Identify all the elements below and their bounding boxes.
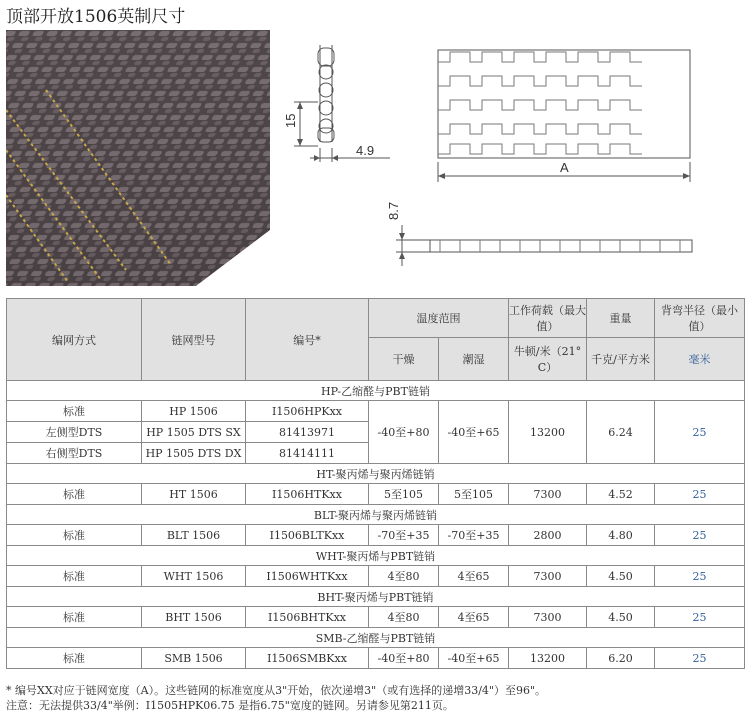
method-cell: 标准 <box>7 525 142 546</box>
weight-cell: 6.20 <box>587 648 655 669</box>
table-row <box>7 484 745 505</box>
section-title: WHT-聚丙烯与PBT链销 <box>7 546 745 566</box>
table-row <box>7 648 745 669</box>
section-title: BHT-聚丙烯与PBT链销 <box>7 587 745 607</box>
method-cell: 标准 <box>7 566 142 587</box>
weight-cell: 4.52 <box>587 484 655 505</box>
code-cell: I1506BHTKxx <box>246 607 369 628</box>
radius-cell: 25 <box>655 484 745 505</box>
dry-temp-cell: -70至+35 <box>369 525 439 546</box>
wet-temp-cell: 4至65 <box>439 607 509 628</box>
wet-temp-cell: 4至65 <box>439 566 509 587</box>
header-weight-unit: 千克/平方米 <box>587 338 655 381</box>
dry-temp-cell: 4至80 <box>369 607 439 628</box>
radius-cell: 25 <box>655 566 745 587</box>
weight-cell: 4.50 <box>587 607 655 628</box>
header-temp-wet: 潮湿 <box>439 338 509 381</box>
load-cell: 7300 <box>509 484 587 505</box>
model-cell: WHT 1506 <box>142 566 246 587</box>
load-cell: 13200 <box>509 648 587 669</box>
belt-photo <box>6 30 270 286</box>
table-row <box>7 525 745 546</box>
load-cell: 7300 <box>509 607 587 628</box>
code-cell: I1506BLTKxx <box>246 525 369 546</box>
model-cell: BHT 1506 <box>142 607 246 628</box>
method-cell: 右侧型DTS <box>7 443 142 464</box>
load-cell: 7300 <box>509 566 587 587</box>
dry-temp-cell: -40至+80 <box>369 648 439 669</box>
wet-temp-cell: -40至+65 <box>439 648 509 669</box>
wet-temp-cell: -40至+65 <box>439 401 509 464</box>
header-weight: 重量 <box>587 299 655 338</box>
method-cell: 标准 <box>7 484 142 505</box>
footnotes <box>6 683 546 713</box>
header-temp: 温度范围 <box>369 299 509 338</box>
dry-temp-cell: 4至80 <box>369 566 439 587</box>
method-cell: 左侧型DTS <box>7 422 142 443</box>
code-cell: I1506SMBKxx <box>246 648 369 669</box>
page-title: 顶部开放1506英制尺寸 <box>6 7 186 27</box>
dim-height-label: 8.7 <box>386 201 401 220</box>
dim-pitch-label: 15 <box>283 113 298 128</box>
dimension-diagram <box>280 30 744 292</box>
radius-cell: 25 <box>655 607 745 628</box>
weight-cell: 6.24 <box>587 401 655 464</box>
model-cell: HP 1505 DTS DX <box>142 443 246 464</box>
section-title: SMB-乙缩醛与PBT链销 <box>7 628 745 648</box>
method-cell: 标准 <box>7 648 142 669</box>
section-title: HP-乙缩醛与PBT链销 <box>7 381 745 401</box>
model-cell: HP 1505 DTS SX <box>142 422 246 443</box>
code-cell: 81413971 <box>246 422 369 443</box>
header-radius: 背弯半径（最小值） <box>655 299 745 338</box>
dim-width-label: A <box>560 160 569 175</box>
code-cell: I1506HPKxx <box>246 401 369 422</box>
model-cell: HP 1506 <box>142 401 246 422</box>
header-code: 编号* <box>246 299 369 381</box>
dim-thickness-label: 4.9 <box>356 143 375 158</box>
header-method: 编网方式 <box>7 299 142 381</box>
header-temp-dry: 干燥 <box>369 338 439 381</box>
section-title: HT-聚丙烯与聚丙烯链销 <box>7 464 745 484</box>
dry-temp-cell: 5至105 <box>369 484 439 505</box>
model-cell: HT 1506 <box>142 484 246 505</box>
wet-temp-cell: 5至105 <box>439 484 509 505</box>
header-load: 工作荷载（最大值） <box>509 299 587 338</box>
weight-cell: 4.50 <box>587 566 655 587</box>
method-cell: 标准 <box>7 401 142 422</box>
load-cell: 2800 <box>509 525 587 546</box>
section-title: BLT-聚丙烯与聚丙烯链销 <box>7 505 745 525</box>
code-cell: 81414111 <box>246 443 369 464</box>
header-load-unit: 牛顿/米（21° C） <box>509 338 587 381</box>
model-cell: BLT 1506 <box>142 525 246 546</box>
code-cell: I1506WHTKxx <box>246 566 369 587</box>
dry-temp-cell: -40至+80 <box>369 401 439 464</box>
weight-cell: 4.80 <box>587 525 655 546</box>
radius-cell: 25 <box>655 525 745 546</box>
header-radius-unit: 毫米 <box>655 338 745 381</box>
wet-temp-cell: -70至+35 <box>439 525 509 546</box>
code-cell: I1506HTKxx <box>246 484 369 505</box>
method-cell: 标准 <box>7 607 142 628</box>
radius-cell: 25 <box>655 648 745 669</box>
model-cell: SMB 1506 <box>142 648 246 669</box>
header-model: 链网型号 <box>142 299 246 381</box>
spec-table <box>6 298 745 669</box>
radius-cell: 25 <box>655 401 745 464</box>
table-row <box>7 566 745 587</box>
table-row <box>7 607 745 628</box>
footnote-note: 注意：无法提供33/4"举例：I1505HPK06.75 是指6.75"宽度的链网。另请参见第211页。 <box>6 699 454 712</box>
footnote-width: * 编号XX对应于链网宽度（A）。这些链网的标准宽度从3"开始，依次递增3"（或有选择的递增33/4"）至96"。 <box>6 684 547 697</box>
load-cell: 13200 <box>509 401 587 464</box>
